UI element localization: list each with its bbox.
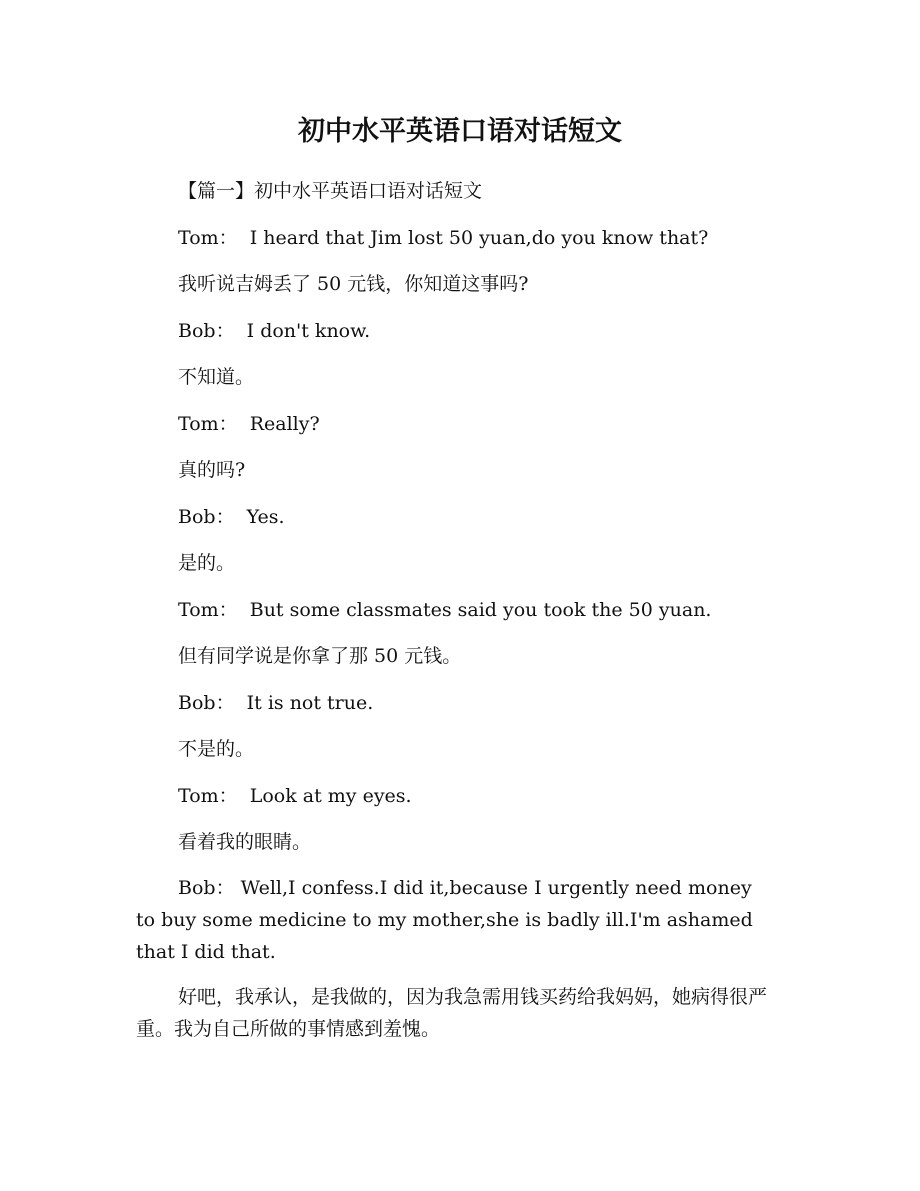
- translation-line: 是的。: [178, 552, 236, 574]
- dialogue-line: Bob： Yes.: [178, 506, 285, 528]
- translation-line: 不知道。: [178, 366, 255, 388]
- dialogue-line: Tom： Look at my eyes.: [178, 785, 412, 807]
- translation-line: 看着我的眼睛。: [178, 831, 312, 853]
- translation-line: 但有同学说是你拿了那 50 元钱。: [178, 645, 462, 667]
- dialogue-paragraph: Bob： Well,I confess.I did it,because I urgently need money to buy some medicine to my mother,she is badly ill.I'm ashamed that I did that.: [136, 877, 753, 963]
- document-title: 初中水平英语口语对话短文: [298, 116, 622, 147]
- dialogue-line: Bob： It is not true.: [178, 692, 374, 714]
- dialogue-line: Bob： I don't know.: [178, 320, 371, 342]
- section-heading: 【篇一】初中水平英语口语对话短文: [178, 180, 483, 202]
- dialogue-line: Tom： But some classmates said you took the 50 yuan.: [178, 599, 712, 621]
- translation-paragraph: 好吧，我承认，是我做的，因为我急需用钱买药给我妈妈，她病得很严重。我为自己所做的事情感到羞愧。: [136, 986, 768, 1040]
- translation-line: 我听说吉姆丢了 50 元钱，你知道这事吗?: [178, 273, 529, 295]
- dialogue-line: Tom： I heard that Jim lost 50 yuan,do you know that?: [178, 227, 709, 249]
- translation-line: 真的吗?: [178, 459, 246, 481]
- dialogue-line: Tom： Really?: [178, 413, 320, 435]
- translation-line: 不是的。: [178, 738, 255, 760]
